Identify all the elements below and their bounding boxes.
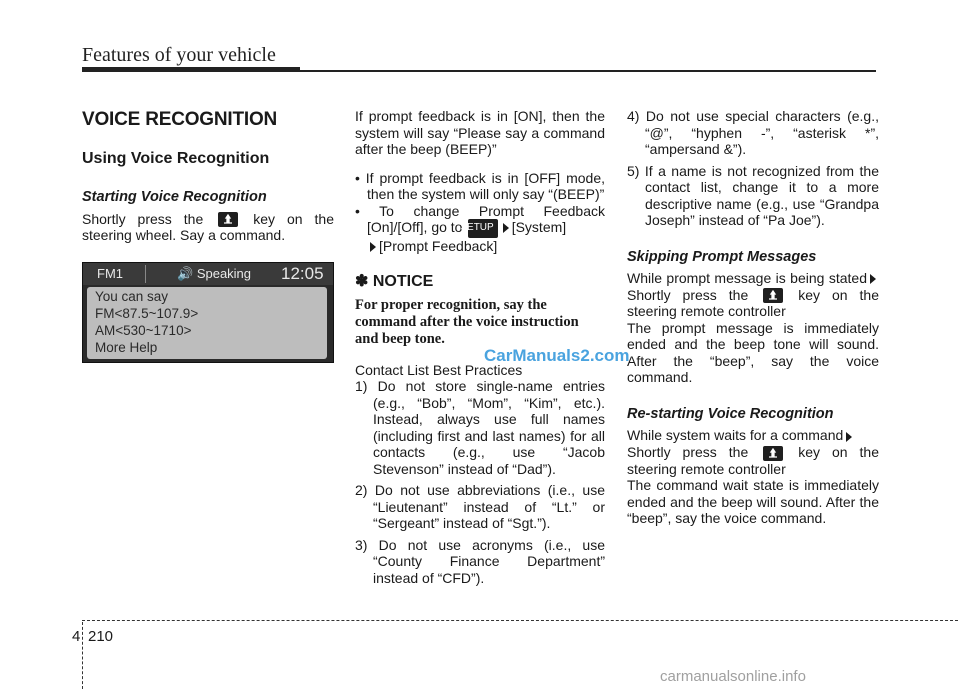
screen-line: FM<87.5~107.9> [95,306,199,321]
voice-recognition-screen [82,262,334,363]
contact-list-heading: Contact List Best Practices [355,361,523,378]
footer-site-watermark: carmanualsonline.info [660,668,806,685]
footer-vertical-rule [82,622,83,689]
main-heading: VOICE RECOGNITION [82,109,278,130]
contact-tip-3: 3) Do not use acronyms (i.e., use “County Finance Department” instead of “CFD”). [355,536,605,586]
contact-tip-4: 4) Do not use special characters (e.g., “@”, “hyphen -”, “asterisk *”, “ampersand &”). [627,108,879,157]
screen-band: FM1 [97,266,123,281]
screen-line: More Help [95,340,158,355]
bullet-off-mode: • If prompt feedback is in [OFF] mode, then the system will only say “(BEEP)” [355,169,605,202]
restarting-result: The command wait state is immediately ended and the beep will sound. After the “beep”, say the voice command. [627,477,879,527]
sub-heading: Using Voice Recognition [82,149,270,167]
arrow-icon [370,242,376,252]
starting-text-a: Shortly press the [82,210,204,227]
voice-key-icon [218,212,238,227]
prompt-feedback-paragraph: If prompt feedback is in [ON], then the system will say “Please say a command after the beep (BEEP)” [355,108,605,157]
starting-paragraph [82,211,334,244]
chapter-number: 4 [72,628,81,645]
screen-clock: 12:05 [281,264,324,283]
screen-line: AM<530~1710> [95,323,192,338]
section-heading-skipping: Skipping Prompt Messages [627,248,817,265]
column-3 [627,108,879,527]
restarting-paragraph: While system waits for a command Shortly press the key on the steering remote controller [627,427,879,477]
notice-heading: ✽ NOTICE [355,273,434,291]
screen-status-bar [83,263,333,285]
arrow-icon [846,432,852,442]
section-heading-restarting: Re-starting Voice Recognition [627,405,834,422]
contact-tip-2: 2) Do not use abbreviations (i.e., use “Lieutenant” instead of “Lt.” or “Sergeant” instead of “Sgt.”). [355,482,605,532]
notice-body: For proper recognition, say the command after the voice instruction and beep tone. [355,296,579,347]
skipping-paragraph: While prompt message is being statedShortly press the key on the steering remote controller [627,270,879,320]
voice-key-icon [763,288,783,303]
screen-divider [145,265,146,283]
contact-tip-1: 1) Do not store single-name entries (e.g., “Bob”, “Mom”, “Kim”, etc.). Instead, always use full names (including first and last names) for all contacts (e.g., use “Jacob Stevenson” instead of “Dad”). [355,378,605,477]
section-heading-starting: Starting Voice Recognition [82,189,267,205]
arrow-icon [870,274,876,284]
column-1 [82,108,334,244]
skipping-result: The prompt message is immediately ended and the beep tone will sound. After the “beep”, say the voice command. [627,319,879,386]
header-rule [82,70,876,72]
bullet-change-feedback: • To change Prompt Feedback [On]/[Off], go to SETUP [System] [Prompt Feedback] [355,202,605,254]
setup-key-icon: SETUP [468,219,497,238]
arrow-icon [503,223,509,233]
screen-status: 🔊 Speaking [177,266,252,281]
page-number: 210 [88,628,114,645]
page-header-title: Features of your vehicle [82,44,276,66]
watermark: CarManuals2.com [484,346,630,365]
footer-rule [82,620,958,621]
screen-line: You can say [95,289,169,304]
contact-tip-5: 5) If a name is not recognized from the contact list, change it to a more descriptive name (e.g., use “Grandpa Joseph” instead of “Pa Joe”). [627,162,879,228]
voice-key-icon [763,446,783,461]
screen-command-panel [87,287,327,359]
starting-text-b: key on the steering wheel. Say a command. [82,210,334,244]
